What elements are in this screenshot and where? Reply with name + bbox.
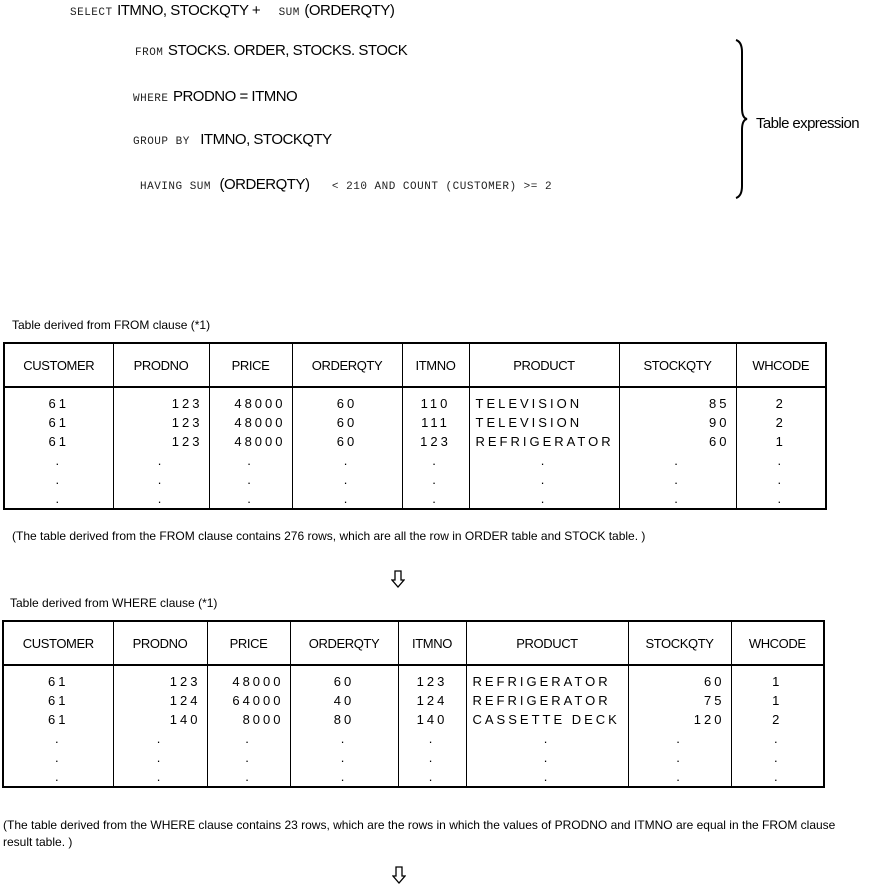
table-row	[4, 489, 826, 509]
column-header-product: PRODUCT	[469, 343, 619, 387]
table-cell: .	[466, 748, 628, 767]
column-header-customer: CUSTOMER	[4, 343, 113, 387]
table-cell: 123	[402, 432, 469, 451]
sql-keyword: WHERE	[133, 93, 169, 105]
where-clause-table	[2, 620, 825, 788]
table-header-row	[3, 621, 824, 665]
table-cell: 1	[731, 665, 824, 691]
table-cell: .	[731, 748, 824, 767]
down-arrow-icon	[392, 866, 406, 884]
table-cell: .	[290, 748, 398, 767]
sql-expression: < 210 AND COUNT (CUSTOMER) >= 2	[331, 181, 553, 193]
table-cell: 123	[398, 665, 466, 691]
sql-expression: ITMNO, STOCKQTY	[200, 131, 332, 148]
table-row	[3, 710, 824, 729]
table-cell: 2	[736, 387, 826, 413]
table-header-row	[4, 343, 826, 387]
table-cell: 110	[402, 387, 469, 413]
table-cell: .	[3, 767, 113, 787]
sql-keyword: GROUP BY	[133, 136, 190, 148]
table-cell: 60	[290, 665, 398, 691]
table-cell: 124	[398, 691, 466, 710]
table-cell: .	[292, 470, 402, 489]
table-cell: 60	[292, 432, 402, 451]
table-cell: 60	[292, 413, 402, 432]
column-header-stockqty: STOCKQTY	[628, 621, 731, 665]
column-header-stockqty: STOCKQTY	[619, 343, 736, 387]
sql-expression: PRODNO = ITMNO	[172, 88, 298, 105]
table-cell: .	[113, 767, 207, 787]
table-cell: .	[113, 729, 207, 748]
table-cell: 40	[290, 691, 398, 710]
table-cell: 1	[736, 432, 826, 451]
table-cell: .	[113, 470, 209, 489]
sql-keyword: HAVING SUM	[140, 181, 212, 193]
table-cell: .	[619, 489, 736, 509]
table-cell: 123	[113, 387, 209, 413]
table-cell: 61	[3, 691, 113, 710]
sql-expression: ITMNO, STOCKQTY +	[117, 2, 261, 19]
table-cell: .	[207, 748, 290, 767]
table-cell: 61	[3, 710, 113, 729]
table-row	[4, 432, 826, 451]
table-cell: .	[402, 470, 469, 489]
table-cell: 48000	[209, 432, 292, 451]
table-cell: REFRIGERATOR	[466, 665, 628, 691]
column-header-customer: CUSTOMER	[3, 621, 113, 665]
table-cell: 2	[736, 413, 826, 432]
table-cell: .	[466, 729, 628, 748]
from-clause-table	[3, 342, 827, 510]
table-cell: 48000	[207, 665, 290, 691]
table-cell: .	[398, 767, 466, 787]
table-cell: 60	[619, 432, 736, 451]
table-cell: 123	[113, 413, 209, 432]
where-table-note: (The table derived from the WHERE clause contains 23 rows, which are the rows in which the values of PRODNO and ITMNO are equal in the FROM clause result table. )	[3, 818, 836, 849]
table-cell: 80	[290, 710, 398, 729]
table-row	[4, 470, 826, 489]
table-cell: .	[402, 489, 469, 509]
column-header-price: PRICE	[209, 343, 292, 387]
table-cell: .	[290, 729, 398, 748]
table-cell: 60	[292, 387, 402, 413]
table-cell: 61	[4, 387, 113, 413]
table-cell: .	[628, 767, 731, 787]
column-header-itmno: ITMNO	[398, 621, 466, 665]
table-row	[3, 729, 824, 748]
table-cell: 60	[628, 665, 731, 691]
right-brace-icon	[734, 38, 748, 200]
table-cell: .	[3, 729, 113, 748]
table-cell: .	[469, 451, 619, 470]
column-header-product: PRODUCT	[466, 621, 628, 665]
table-cell: .	[4, 489, 113, 509]
table-cell: 61	[4, 432, 113, 451]
table-cell: .	[4, 470, 113, 489]
table-cell: .	[113, 451, 209, 470]
table-cell: .	[731, 767, 824, 787]
table-cell: .	[209, 451, 292, 470]
table-cell: REFRIGERATOR	[466, 691, 628, 710]
table-cell: 64000	[207, 691, 290, 710]
column-header-whcode: WHCODE	[731, 621, 824, 665]
column-header-whcode: WHCODE	[736, 343, 826, 387]
table-row	[3, 665, 824, 691]
table-cell: 123	[113, 432, 209, 451]
table-cell: .	[292, 451, 402, 470]
table-cell: 85	[619, 387, 736, 413]
sql-having-line	[140, 176, 552, 194]
table-cell: 120	[628, 710, 731, 729]
sql-expression: (ORDERQTY)	[219, 176, 310, 193]
table-cell: CASSETTE DECK	[466, 710, 628, 729]
sql-keyword: SUM	[278, 7, 300, 19]
table-cell: .	[113, 748, 207, 767]
table-cell: 111	[402, 413, 469, 432]
table-cell: .	[207, 767, 290, 787]
table-cell: 48000	[209, 413, 292, 432]
from-table-note: (The table derived from the FROM clause contains 276 rows, which are all the row in ORDER table and STOCK table. )	[12, 529, 646, 543]
column-header-itmno: ITMNO	[402, 343, 469, 387]
table-cell: 48000	[209, 387, 292, 413]
table-cell: .	[209, 489, 292, 509]
column-header-prodno: PRODNO	[113, 621, 207, 665]
table-cell: .	[731, 729, 824, 748]
table-cell: 1	[731, 691, 824, 710]
table-cell: .	[398, 729, 466, 748]
table-cell: TELEVISION	[469, 387, 619, 413]
from-table-caption: Table derived from FROM clause (*1)	[12, 318, 211, 332]
table-cell: TELEVISION	[469, 413, 619, 432]
table-cell: .	[292, 489, 402, 509]
table-cell: 90	[619, 413, 736, 432]
table-expression-label: Table expression	[756, 115, 859, 132]
table-cell: .	[466, 767, 628, 787]
sql-select-line	[70, 2, 394, 20]
table-cell: 61	[4, 413, 113, 432]
table-cell: 140	[398, 710, 466, 729]
table-cell: 124	[113, 691, 207, 710]
table-cell: .	[398, 748, 466, 767]
sql-expression: STOCKS. ORDER, STOCKS. STOCK	[167, 42, 408, 59]
table-cell: 75	[628, 691, 731, 710]
table-row	[4, 451, 826, 470]
table-cell: 61	[3, 665, 113, 691]
table-row	[4, 413, 826, 432]
column-header-prodno: PRODNO	[113, 343, 209, 387]
sql-keyword: SELECT	[70, 7, 113, 19]
table-cell: 8000	[207, 710, 290, 729]
table-cell: .	[628, 729, 731, 748]
sql-group-by-line	[133, 131, 332, 149]
table-cell: .	[290, 767, 398, 787]
table-row	[3, 748, 824, 767]
table-row	[4, 387, 826, 413]
table-cell: .	[4, 451, 113, 470]
table-cell: 123	[113, 665, 207, 691]
where-table-caption: Table derived from WHERE clause (*1)	[10, 596, 218, 610]
table-cell: .	[736, 489, 826, 509]
sql-expression: (ORDERQTY)	[304, 2, 395, 19]
column-header-orderqty: ORDERQTY	[292, 343, 402, 387]
table-cell: .	[402, 451, 469, 470]
table-cell: .	[736, 470, 826, 489]
table-cell: .	[619, 451, 736, 470]
table-cell: .	[113, 489, 209, 509]
table-cell: REFRIGERATOR	[469, 432, 619, 451]
table-row	[3, 691, 824, 710]
sql-from-line	[135, 42, 407, 60]
table-cell: .	[469, 470, 619, 489]
table-cell: .	[628, 748, 731, 767]
down-arrow-icon	[391, 570, 405, 588]
table-cell: 140	[113, 710, 207, 729]
column-header-orderqty: ORDERQTY	[290, 621, 398, 665]
table-cell: .	[207, 729, 290, 748]
table-cell: .	[736, 451, 826, 470]
table-cell: .	[469, 489, 619, 509]
column-header-price: PRICE	[207, 621, 290, 665]
table-cell: .	[619, 470, 736, 489]
table-cell: .	[209, 470, 292, 489]
sql-where-line	[133, 88, 297, 106]
table-row	[3, 767, 824, 787]
table-cell: .	[3, 748, 113, 767]
sql-keyword: FROM	[135, 47, 164, 59]
table-cell: 2	[731, 710, 824, 729]
